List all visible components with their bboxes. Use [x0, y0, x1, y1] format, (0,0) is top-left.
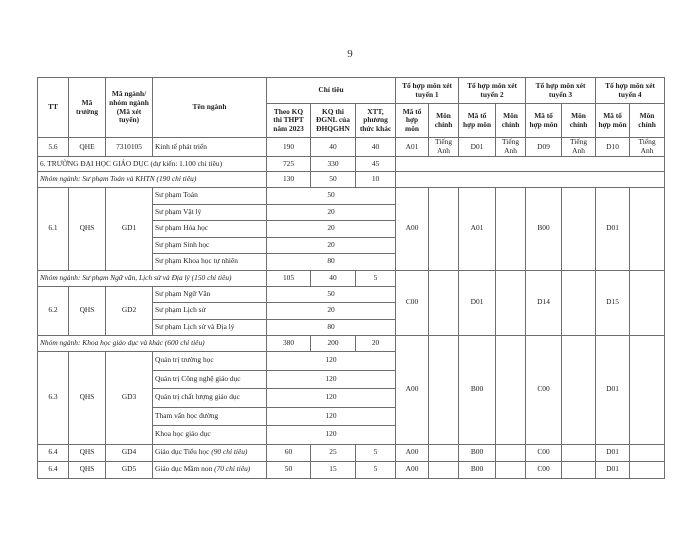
header-to-hop-1: Tổ hợp môn xét tuyển 1	[396, 78, 459, 104]
section-thpt: 725	[267, 157, 311, 172]
cell-combo-3-code: C00	[526, 336, 562, 445]
major-name: Sư phạm Toán	[153, 188, 267, 205]
major-name: Sư phạm Vật lý	[153, 204, 267, 221]
header-xtt: XTT, phương thức khác	[356, 104, 396, 138]
table-row-gd4	[38, 444, 665, 461]
cell-combo-4-main	[630, 461, 665, 478]
cell-ten-nganh	[153, 444, 267, 461]
cell-ma-nganh: GD2	[106, 286, 153, 336]
header-chi-tieu: Chỉ tiêu	[267, 78, 396, 104]
cell-combo-3-code: D14	[526, 270, 562, 336]
group-thpt: 105	[267, 270, 311, 286]
major-quota: 120	[267, 389, 396, 408]
major-quota: 50	[267, 286, 396, 303]
header-mon-chinh-3: Môn chính	[562, 104, 596, 138]
header-row-top	[38, 78, 665, 104]
cell-xtt: 5	[356, 461, 396, 478]
cell-combo-2-code: B00	[459, 461, 496, 478]
cell-combo-4-main	[630, 444, 665, 461]
cell-combo-4-code: D15	[596, 270, 630, 336]
major-name: Giáo dục Tiểu học	[155, 447, 210, 457]
header-to-hop-3: Tổ hợp môn xét tuyển 3	[526, 78, 596, 104]
cell-combo-3-code: D09	[526, 138, 562, 157]
cell-ma-nganh: 7310105	[106, 138, 153, 157]
table-row-gd5	[38, 461, 665, 478]
cell-thpt: 60	[267, 444, 311, 461]
major-note: (90 chỉ tiêu)	[211, 447, 248, 457]
cell-ten-nganh	[153, 461, 267, 478]
header-ma-to-hop-4: Mã tổ hợp môn	[596, 104, 630, 138]
major-name: Quản trị trường học	[153, 352, 267, 371]
cell-ma-truong: QHE	[69, 138, 106, 157]
cell-thpt: 50	[267, 461, 311, 478]
cell-ma-nganh: GD3	[106, 352, 153, 445]
cell-combo-1-main	[429, 336, 459, 445]
major-name: Tham vấn học đường	[153, 407, 267, 426]
cell-combo-1-code: A00	[396, 336, 429, 445]
cell-tt: 6.3	[38, 352, 69, 445]
group-label: Nhóm ngành: Khoa học giáo dục và khác (600 chỉ tiêu)	[38, 336, 267, 352]
header-dgnl: KQ thi ĐGNL của ĐHQGHN	[311, 104, 356, 138]
major-name: Sư phạm Khoa học tự nhiên	[153, 254, 267, 271]
cell-combo-2-main	[496, 461, 526, 478]
cell-combo-1-code: A00	[396, 188, 429, 271]
cell-combo-3-main	[562, 188, 596, 271]
cell-combo-4-main: Tiếng Anh	[630, 138, 665, 157]
major-quota: 120	[267, 370, 396, 389]
cell-combo-2-code: B00	[459, 336, 496, 445]
cell-combo-4-code: D01	[596, 336, 630, 445]
cell-combo-2-code: A01	[459, 188, 496, 271]
cell-combo-2-code: D01	[459, 138, 496, 157]
cell-combo-1-main	[429, 270, 459, 336]
header-ten-nganh: Tên ngành	[153, 78, 267, 138]
major-name: Sư phạm Lịch sử	[153, 303, 267, 320]
cell-combo-4-code: D01	[596, 444, 630, 461]
major-quota: 80	[267, 319, 396, 336]
major-quota: 20	[267, 204, 396, 221]
cell-ma-truong: QHS	[69, 461, 106, 478]
cell-combo-1-code: A01	[396, 138, 429, 157]
header-ma-to-hop-1: Mã tổ hợp môn	[396, 104, 429, 138]
cell-combo-1-main: Tiếng Anh	[429, 138, 459, 157]
header-thpt: Theo KQ thi THPT năm 2023	[267, 104, 311, 138]
cell-combo-3-main	[562, 444, 596, 461]
section-row-6	[38, 157, 665, 172]
cell-ma-truong: QHS	[69, 286, 106, 336]
group-xtt: 5	[356, 270, 396, 286]
group-thpt: 130	[267, 172, 311, 188]
cell-combo-4-main	[630, 270, 665, 336]
cell-ma-nganh: GD5	[106, 461, 153, 478]
group-xtt: 20	[356, 336, 396, 352]
section-dgnl: 330	[311, 157, 356, 172]
cell-combo-3-main	[562, 461, 596, 478]
cell-combo-1-code: A00	[396, 444, 429, 461]
cell-combo-2-main: Tiếng Anh	[496, 138, 526, 157]
cell-combo-4-main	[630, 188, 665, 271]
group-label: Nhóm ngành: Sư phạm Toán và KHTN (190 chỉ tiêu)	[38, 172, 267, 188]
cell-combo-2-main	[496, 444, 526, 461]
cell-combo-3-main	[562, 270, 596, 336]
cell-combo-4-main	[630, 336, 665, 445]
major-name: Khoa học giáo dục	[153, 426, 267, 445]
cell-combo-4-code: D01	[596, 461, 630, 478]
cell-combo-1-code: A00	[396, 461, 429, 478]
cell-combo-3-code: C00	[526, 461, 562, 478]
header-ma-to-hop-2: Mã tổ hợp môn	[459, 104, 496, 138]
header-tt: TT	[38, 78, 69, 138]
header-to-hop-2: Tổ hợp môn xét tuyển 2	[459, 78, 526, 104]
group-row-2	[38, 270, 665, 286]
major-name: Sư phạm Hóa học	[153, 221, 267, 238]
cell-combo-2-main	[496, 270, 526, 336]
section-xtt: 45	[356, 157, 396, 172]
table-row-5-6	[38, 138, 665, 157]
major-quota: 120	[267, 426, 396, 445]
group-row-3	[38, 336, 665, 352]
cell-xtt: 5	[356, 444, 396, 461]
cell-ma-truong: QHS	[69, 352, 106, 445]
cell-xtt: 40	[356, 138, 396, 157]
cell-dgnl: 25	[311, 444, 356, 461]
header-mon-chinh-1: Môn chính	[429, 104, 459, 138]
cell-ma-truong: QHS	[69, 444, 106, 461]
header-mon-chinh-2: Môn chính	[496, 104, 526, 138]
cell-combo-2-code: D01	[459, 270, 496, 336]
header-ma-to-hop-3: Mã tổ hợp môn	[526, 104, 562, 138]
admissions-quota-table	[37, 77, 665, 479]
cell-dgnl: 15	[311, 461, 356, 478]
major-name: Giáo dục Mầm non	[155, 464, 213, 474]
cell-thpt: 190	[267, 138, 311, 157]
cell-combo-2-main	[496, 336, 526, 445]
cell-combo-1-main	[429, 444, 459, 461]
cell-combo-2-code: B00	[459, 444, 496, 461]
major-name: Quản trị chất lượng giáo dục	[153, 389, 267, 408]
page-number: 9	[347, 48, 353, 60]
major-name: Sư phạm Ngữ Văn	[153, 286, 267, 303]
major-name: Quản trị Công nghệ giáo dục	[153, 370, 267, 389]
cell-ma-nganh: GD1	[106, 188, 153, 271]
major-name: Sư phạm Lịch sử và Địa lý	[153, 319, 267, 336]
header-ma-nganh: Mã ngành/ nhóm ngành (Mã xét tuyển)	[106, 78, 153, 138]
cell-combo-2-main	[496, 188, 526, 271]
cell-tt: 6.2	[38, 286, 69, 336]
major-quota: 120	[267, 407, 396, 426]
cell-ma-nganh: GD4	[106, 444, 153, 461]
major-quota: 50	[267, 188, 396, 205]
cell-tt: 5.6	[38, 138, 69, 157]
group-dgnl: 50	[311, 172, 356, 188]
cell-combo-4-code: D10	[596, 138, 630, 157]
major-name: Sư phạm Sinh học	[153, 237, 267, 254]
group-row-1	[38, 172, 665, 188]
section-label: 6. TRƯỜNG ĐẠI HỌC GIÁO DỤC (dự kiến: 1.100 chỉ tiêu)	[38, 157, 267, 172]
cell-tt: 6.4	[38, 444, 69, 461]
cell-tt: 6.1	[38, 188, 69, 271]
major-quota: 80	[267, 254, 396, 271]
section-empty	[396, 157, 665, 172]
group-label: Nhóm ngành: Sư phạm Ngữ văn, Lịch sử và Địa lý (150 chỉ tiêu)	[38, 270, 267, 286]
cell-combo-4-code: D01	[596, 188, 630, 271]
cell-combo-3-code: C00	[526, 444, 562, 461]
cell-combo-3-main	[562, 336, 596, 445]
group-dgnl: 200	[311, 336, 356, 352]
header-mon-chinh-4: Môn chính	[630, 104, 665, 138]
group-thpt: 380	[267, 336, 311, 352]
cell-combo-3-code: B00	[526, 188, 562, 271]
cell-ten-nganh: Kinh tế phát triển	[153, 138, 267, 157]
major-quota: 120	[267, 352, 396, 371]
header-to-hop-4: Tổ hợp môn xét tuyển 4	[596, 78, 665, 104]
cell-tt: 6.4	[38, 461, 69, 478]
cell-combo-1-main	[429, 461, 459, 478]
group-empty	[396, 172, 665, 188]
cell-combo-1-code: C00	[396, 270, 429, 336]
major-note: (70 chỉ tiêu)	[214, 464, 251, 474]
table-row-6-1	[38, 188, 665, 205]
major-quota: 20	[267, 303, 396, 320]
group-xtt: 10	[356, 172, 396, 188]
cell-dgnl: 40	[311, 138, 356, 157]
cell-combo-1-main	[429, 188, 459, 271]
header-ma-truong: Mã trường	[69, 78, 106, 138]
cell-ma-truong: QHS	[69, 188, 106, 271]
major-quota: 20	[267, 221, 396, 238]
major-quota: 20	[267, 237, 396, 254]
cell-combo-3-main: Tiếng Anh	[562, 138, 596, 157]
group-dgnl: 40	[311, 270, 356, 286]
